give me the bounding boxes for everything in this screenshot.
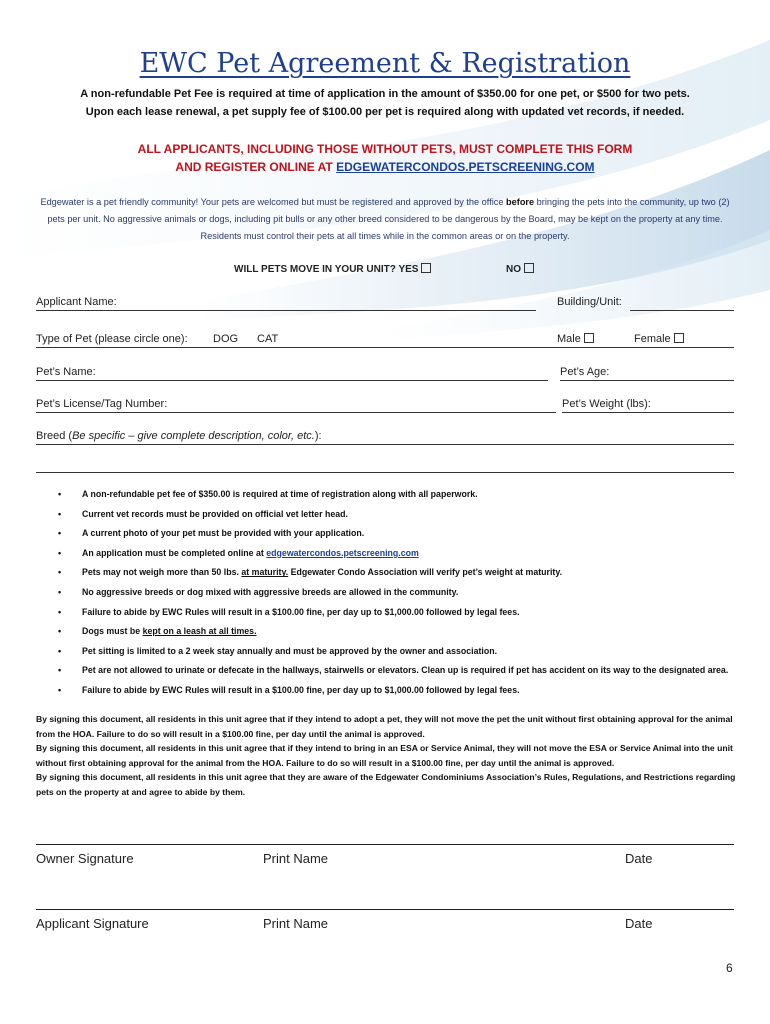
pets-age-label: Pet’s Age:	[560, 366, 610, 378]
rule-text: Failure to abide by EWC Rules will result in a $100.00 fine, per day up to $1,000.00 followed by legal fees.	[82, 684, 520, 695]
applicant-date-label: Date	[625, 916, 653, 931]
male-option	[557, 333, 594, 345]
no-checkbox[interactable]	[524, 263, 534, 273]
rule-text: Pets may not weigh more than 50 lbs.	[82, 567, 242, 578]
fee-line-2: Upon each lease renewal, a pet supply fee of $100.00 per pet is required along with updated vet records, if needed.	[85, 106, 685, 118]
building-unit-label: Building/Unit:	[557, 296, 622, 308]
rule-emphasis: kept on a leash at all times.	[142, 626, 257, 637]
bullet-icon: •	[58, 684, 62, 695]
bullet-icon: •	[58, 508, 62, 519]
rule-text: Pet sitting is limited to a 2 week stay annually and must be approved by the owner and association.	[82, 645, 498, 656]
fee-line-1: A non-refundable Pet Fee is required at time of application in the amount of $350.00 for one pet, or $500 for two pets.	[80, 88, 690, 100]
list-item	[58, 685, 738, 705]
bullet-icon: •	[58, 567, 62, 578]
rules-agreement-paragraph: By signing this document, all residents in this unit agree that they are aware of the Edgewater Condominiums Association’s Rules, Regulations, and Restrictions regarding pets on the property at and agree to abide by them.	[36, 772, 736, 797]
no-label: NO	[506, 264, 521, 275]
applicant-signature-label: Applicant Signature	[36, 916, 149, 931]
rule-text: Current vet records must be provided on official vet letter head.	[82, 508, 348, 519]
pets-name-field[interactable]	[36, 380, 548, 381]
weight-field[interactable]	[562, 412, 734, 413]
list-item	[58, 528, 738, 548]
rule-text-end: Edgewater Condo Association will verify pet’s weight at maturity.	[288, 567, 563, 578]
bullet-icon: •	[58, 626, 62, 637]
bullet-icon: •	[58, 489, 62, 499]
rule-text: Dogs must be	[82, 626, 143, 637]
notice-line-2-prefix: AND REGISTER ONLINE AT	[175, 160, 337, 174]
intro-part-2: bringing the pets into the community, up two (2) pets per unit. No aggressive animals or dogs, including pit bulls or any other breed considered to be dangerous by the Board, may be kept on the property at any time. Residents must control their pets at all times while in the common areas or on the property.	[47, 197, 730, 241]
intro-bold: before	[506, 197, 535, 207]
dog-option[interactable]: DOG	[213, 333, 239, 345]
pets-age-field[interactable]	[560, 380, 734, 381]
breed-label	[36, 430, 322, 442]
list-item	[58, 548, 738, 568]
owner-date-label: Date	[625, 851, 653, 866]
building-unit-field[interactable]	[630, 310, 734, 311]
signing-agreement	[36, 712, 736, 800]
male-checkbox[interactable]	[584, 333, 594, 343]
rule-text: Pet are not allowed to urinate or defecate in the hallways, stairwells or elevators. Clean up is required if pet has accident on its way to the designated area.	[82, 665, 729, 676]
breed-suffix: ):	[314, 430, 322, 442]
male-label: Male	[557, 333, 581, 345]
rule-text: A non-refundable pet fee of $350.00 is required at time of registration along with all paperwork.	[82, 489, 478, 499]
page-title: EWC Pet Agreement & Registration	[139, 48, 631, 79]
intro-paragraph	[38, 194, 732, 245]
applicant-name-field[interactable]	[36, 310, 536, 311]
bullet-icon: •	[58, 586, 62, 597]
type-of-pet-line	[36, 347, 734, 348]
female-checkbox[interactable]	[674, 333, 684, 343]
breed-field-2[interactable]	[36, 472, 734, 473]
breed-field-1[interactable]	[36, 444, 734, 445]
petscreening-url-link[interactable]: edgewatercondos.petscreening.com	[266, 547, 419, 558]
bullet-icon: •	[58, 606, 62, 617]
bullet-icon: •	[58, 645, 62, 656]
rules-list	[58, 489, 738, 705]
license-field[interactable]	[36, 412, 556, 413]
owner-signature-label: Owner Signature	[36, 851, 134, 866]
page-number: 6	[726, 961, 733, 975]
petscreening-link[interactable]: EDGEWATERCONDOS.PETSCREENING.COM	[336, 160, 595, 174]
breed-instruction: Be specific – give complete description, color, etc.	[72, 430, 315, 442]
female-option	[634, 333, 684, 345]
bullet-icon: •	[58, 665, 62, 676]
bullet-icon: •	[58, 528, 62, 539]
list-item	[58, 646, 738, 666]
will-pets-label: WILL PETS MOVE IN YOUR UNIT? YES	[234, 264, 419, 275]
rule-text: An application must be completed online at	[82, 547, 267, 558]
list-item	[58, 489, 738, 509]
no-option	[506, 264, 534, 275]
list-item	[58, 509, 738, 529]
list-item	[58, 665, 738, 685]
notice-line-2	[0, 160, 770, 174]
rule-text: Failure to abide by EWC Rules will result in a $100.00 fine, per day up to $1,000.00 followed by legal fees.	[82, 606, 520, 617]
rule-text: A current photo of your pet must be provided with your application.	[82, 528, 365, 539]
applicant-name-label: Applicant Name:	[36, 296, 117, 308]
list-item	[58, 607, 738, 627]
female-label: Female	[634, 333, 671, 345]
esa-agreement-paragraph: By signing this document, all residents in this unit agree that if they intend to bring in an ESA or Service Animal, they will not move the ESA or Service Animal into the unit without first obtaining approval for the animal from the HOA. Failure to do so will result in a $100.00 fine, per day until the animal is approved.	[36, 743, 733, 768]
weight-label: Pet’s Weight (lbs):	[562, 398, 651, 410]
rule-text: No aggressive breeds or dog mixed with aggressive breeds are allowed in the community.	[82, 586, 459, 597]
owner-print-name-label: Print Name	[263, 851, 329, 866]
owner-signature-line[interactable]	[36, 844, 734, 845]
rule-emphasis: at maturity.	[241, 567, 289, 578]
will-pets-question	[234, 264, 431, 275]
intro-part-1: Edgewater is a pet friendly community! Your pets are welcomed but must be registered and approved by the office	[40, 197, 507, 207]
adopt-agreement-paragraph: By signing this document, all residents in this unit agree that if they intend to adopt a pet, they will not move the pet the unit without first obtaining approval for the animal from the HOA. Failure to do so will result in a $100.00 fine, per day until the animal is approved.	[36, 714, 733, 739]
breed-prefix: Breed (	[36, 430, 73, 442]
bullet-icon: •	[58, 547, 62, 558]
list-item	[58, 587, 738, 607]
pets-name-label: Pet’s Name:	[36, 366, 96, 378]
applicant-print-name-label: Print Name	[263, 916, 329, 931]
applicant-signature-line[interactable]	[36, 909, 734, 910]
license-label: Pet’s License/Tag Number:	[36, 398, 168, 410]
list-item	[58, 626, 738, 646]
cat-option[interactable]: CAT	[257, 333, 279, 345]
notice-line-1: ALL APPLICANTS, INCLUDING THOSE WITHOUT PETS, MUST COMPLETE THIS FORM	[137, 142, 633, 156]
list-item	[58, 567, 738, 587]
type-of-pet-label: Type of Pet (please circle one):	[36, 333, 188, 345]
yes-checkbox[interactable]	[421, 263, 431, 273]
